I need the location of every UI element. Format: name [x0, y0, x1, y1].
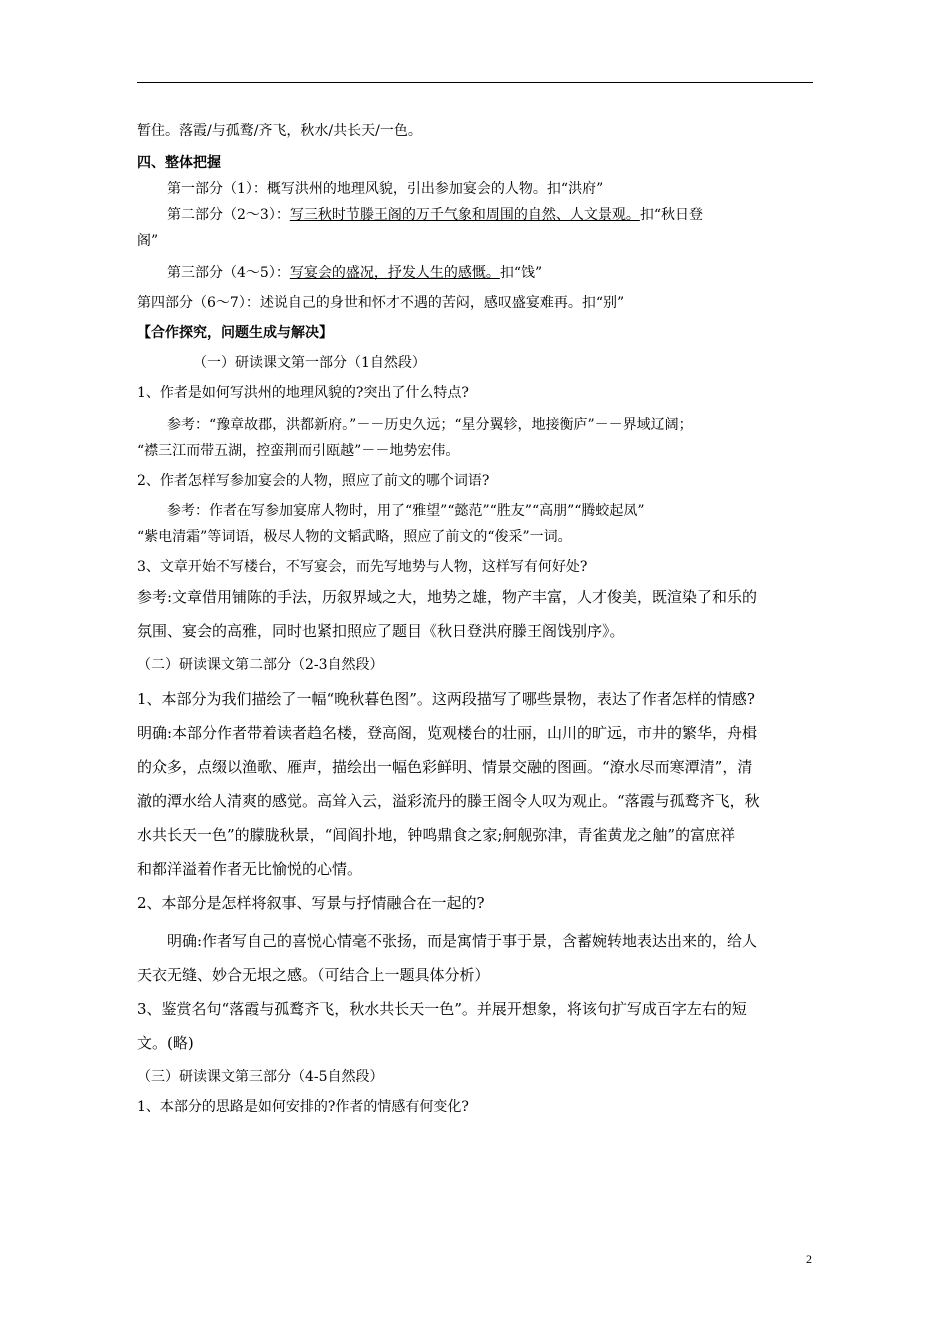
- question-line: 3、文章开始不写楼台，不写宴会，而先写地势与人物，这样写有何好处?: [137, 559, 588, 575]
- page-number: 2: [806, 1252, 812, 1266]
- header-rule: [137, 82, 813, 83]
- answer-line: 氛围、宴会的高雅，同时也紧扣照应了题目《秋日登洪府滕王阁饯别序》。: [137, 622, 625, 640]
- question-line: 2、作者怎样写参加宴会的人物，照应了前文的哪个词语?: [137, 473, 490, 489]
- subsection-heading: （二）研读课文第二部分（2-3自然段）: [137, 657, 384, 673]
- text-line: 阁”: [137, 233, 159, 249]
- question-line: 2、本部分是怎样将叙事、写景与抒情融合在一起的?: [137, 894, 485, 912]
- text-line: 暂住。落霞/与孤鹜/齐飞，秋水/共长天/一色。: [137, 123, 422, 139]
- underlined-text: 写宴会的盛况，抒发人生的感慨。: [289, 265, 500, 281]
- question-line: 1、本部分的思路是如何安排的?作者的情感有何变化?: [137, 1099, 469, 1115]
- answer-line: “紫电清霜”等词语，极尽人物的文韬武略，照应了前文的“俊采”一词。: [137, 529, 572, 545]
- underlined-text: 写三秋时节滕王阁的万千气象和周围的自然、人文景观。: [289, 207, 640, 223]
- section-heading: 四、整体把握: [137, 155, 221, 171]
- question-line: 1、本部分为我们描绘了一幅“晚秋暮色图”。这两段描写了哪些景物，表达了作者怎样的情感?: [137, 690, 755, 708]
- answer-line: 澈的潭水给人清爽的感觉。高耸入云，溢彩流丹的滕王阁令人叹为观止。“落霞与孤鹜齐飞，秋: [137, 792, 760, 810]
- answer-line: 文。(略): [137, 1034, 194, 1052]
- answer-line: 参考:文章借用铺陈的手法，历叙界域之大，地势之雄，物产丰富，人才俊美，既渲染了和乐的: [137, 588, 758, 606]
- answer-line: 参考：“豫章故郡，洪都新府。”－－历史久远；“星分翼轸，地接衡庐”－－界域辽阔；: [167, 417, 693, 433]
- answer-line: 天衣无缝、妙合无垠之感。（可结合上一题具体分析）: [137, 966, 490, 984]
- answer-line: 明确:作者写自己的喜悦心情毫不张扬，而是寓情于事于景，含蓄婉转地表达出来的，给人: [167, 932, 758, 950]
- question-line: 1、作者是如何写洪州的地理风貌的?突出了什么特点?: [137, 385, 469, 401]
- answer-line: 明确:本部分作者带着读者趋名楼，登高阁，览观楼台的壮丽，山川的旷远，市井的繁华，舟楫: [137, 724, 758, 742]
- text-line: 第二部分（2～3）：写三秋时节滕王阁的万千气象和周围的自然、人文景观。扣“秋日登: [167, 207, 703, 223]
- text-line: 第四部分（6～7）：述说自己的身世和怀才不遇的苦闷，感叹盛宴难再。扣“别”: [137, 295, 625, 311]
- text-line: 第一部分（1）：概写洪州的地理风貌，引出参加宴会的人物。扣“洪府”: [167, 181, 604, 197]
- answer-line: 参考：作者在写参加宴席人物时，用了“雅望”“懿范”“胜友”“高朋”“腾蛟起凤”: [167, 503, 645, 519]
- subsection-heading: （三）研读课文第三部分（4-5自然段）: [137, 1069, 384, 1085]
- text-line: 第三部分（4～5）：写宴会的盛况，抒发人生的感慨。扣“饯”: [167, 265, 543, 281]
- answer-line: 和都洋溢着作者无比愉悦的心情。: [137, 860, 363, 878]
- answer-line: 水共长天一色”的朦胧秋景，“闾阎扑地，钟鸣鼎食之家;舸舰弥津，青雀黄龙之舳”的富庶祥: [137, 826, 736, 844]
- subsection-heading: （一）研读课文第一部分（1自然段）: [193, 355, 426, 371]
- answer-line: 的众多，点缀以渔歌、雁声，描绘出一幅色彩鲜明、情景交融的图画。“潦水尽而寒潭清”，清: [137, 758, 753, 776]
- section-heading: 【合作探究，问题生成与解决】: [137, 325, 333, 341]
- question-line: 3、鉴赏名句“落霞与孤鹜齐飞，秋水共长天一色”。并展开想象，将该句扩写成百字左右的短: [137, 1000, 747, 1018]
- document-body: [137, 118, 827, 1120]
- answer-line: “襟三江而带五湖，控蛮荆而引瓯越”－－地势宏伟。: [137, 443, 460, 459]
